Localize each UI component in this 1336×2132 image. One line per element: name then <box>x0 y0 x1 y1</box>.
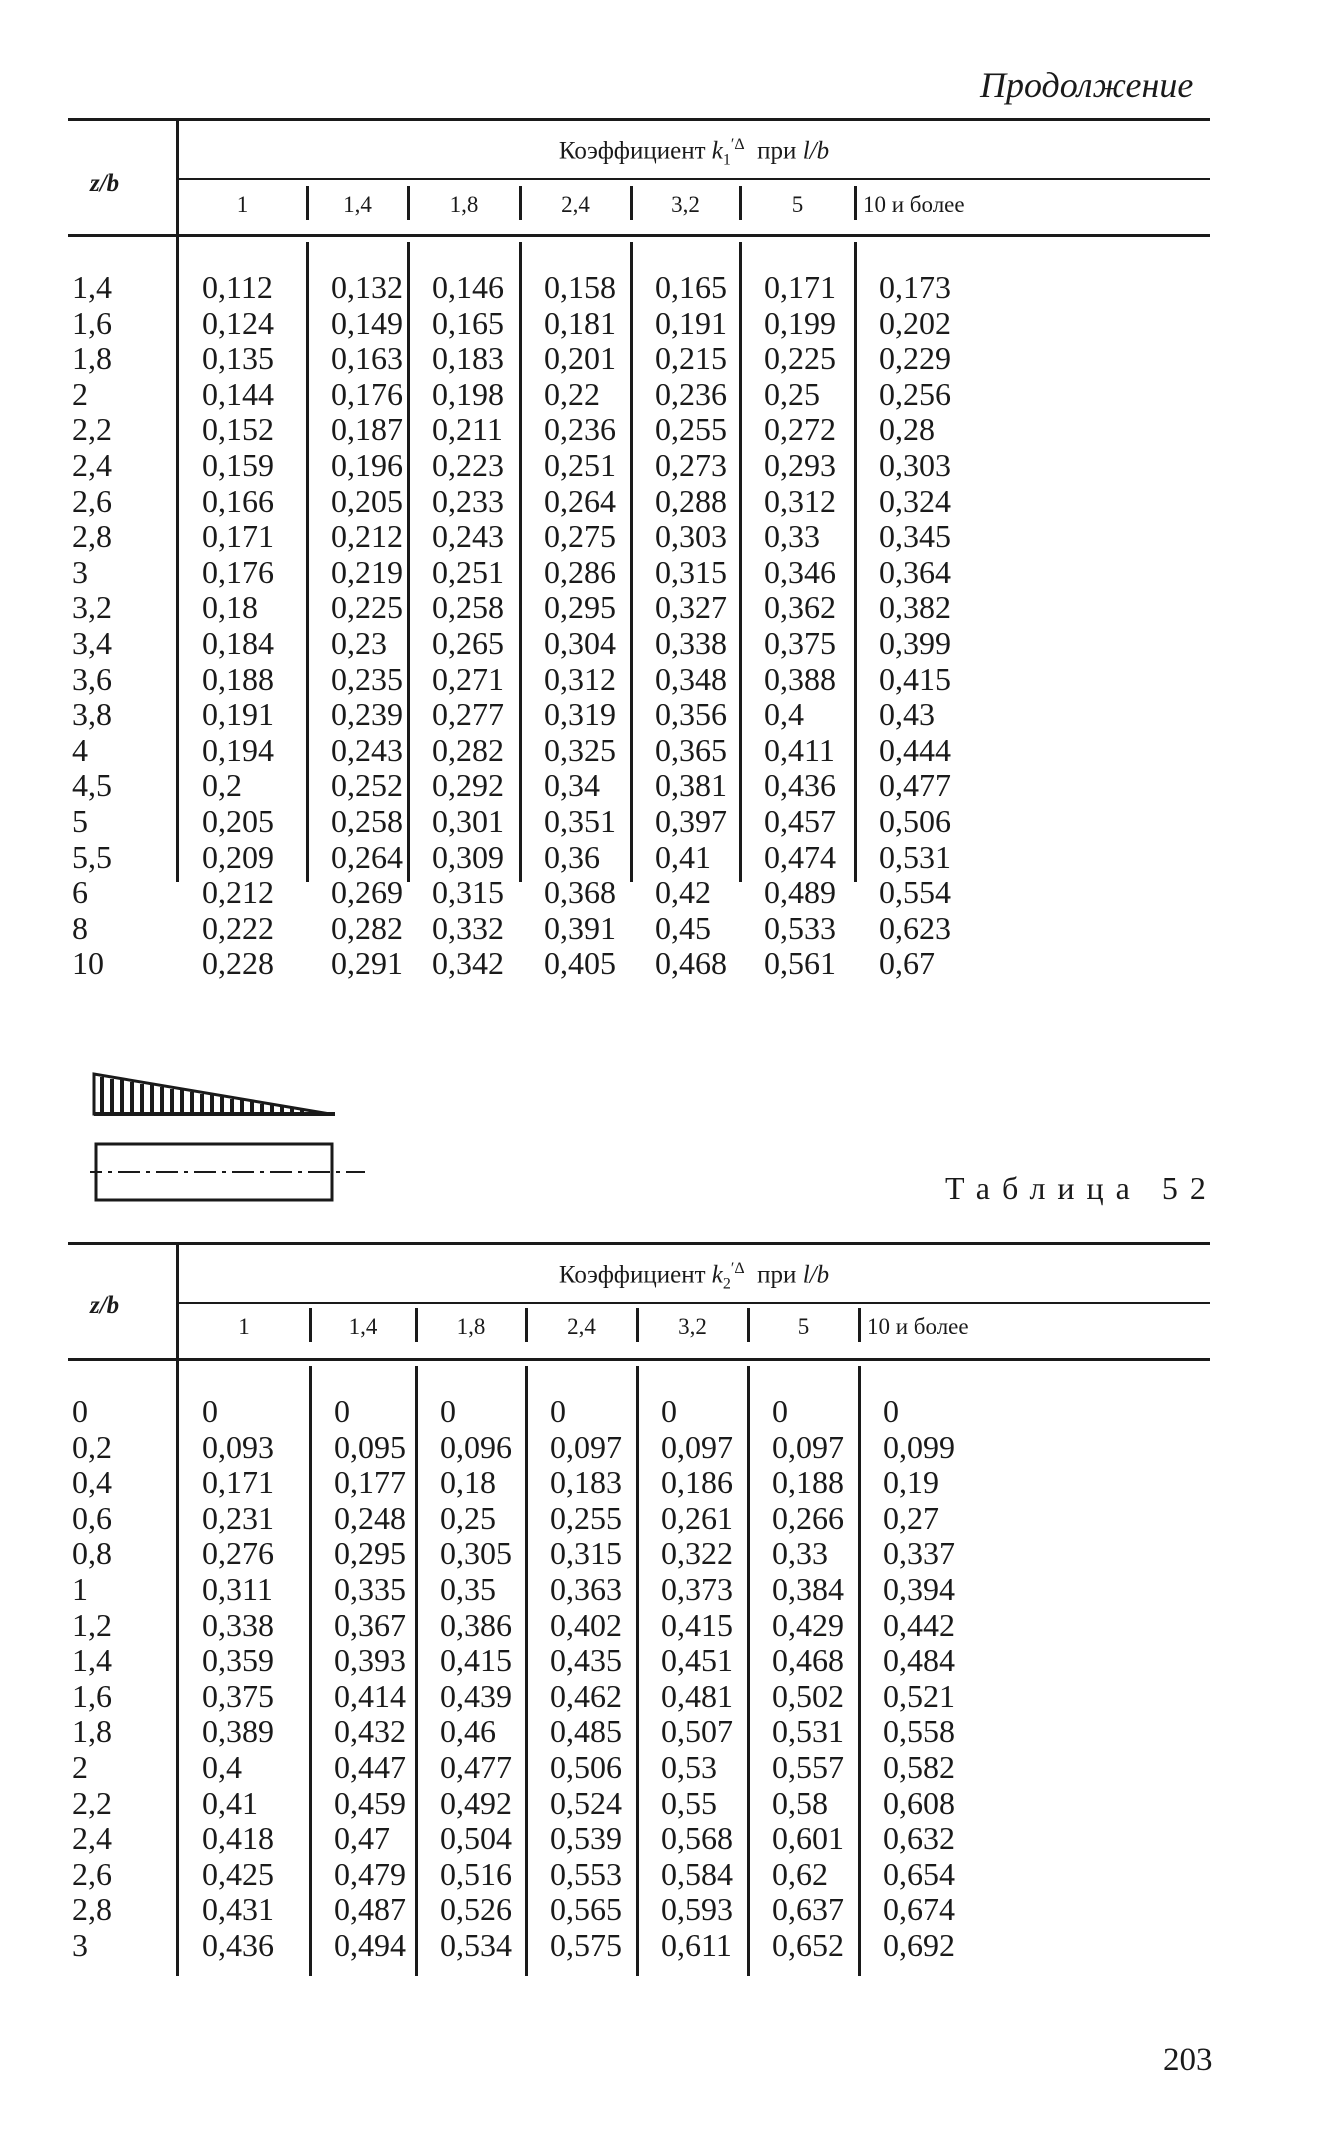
column-separator <box>309 1366 312 1976</box>
value-column: 0,158 0,181 0,201 0,22 0,236 0,251 0,264 0,275 0,286 0,295 0,304 0,312 0,319 0,325 0,34 0,351 0,36 0,368 0,391 0,405 <box>544 269 616 982</box>
ratio-header-cell: 1,8 <box>449 192 479 217</box>
column-separator <box>739 186 742 220</box>
z-values-column: 1,4 1,6 1,8 2 2,2 2,4 2,6 2,8 3 3,2 3,4 3,6 3,8 4 4,5 5 5,5 6 8 10 <box>72 269 112 982</box>
column-separator <box>858 1308 861 1342</box>
column-separator <box>630 242 633 882</box>
value-column: 0,146 0,165 0,183 0,198 0,211 0,223 0,233 0,243 0,251 0,258 0,265 0,271 0,277 0,282 0,292 0,301 0,309 0,315 0,332 0,342 <box>432 269 504 982</box>
page-number: 203 <box>1163 2042 1213 2078</box>
column-separator <box>176 118 179 882</box>
column-separator <box>747 1366 750 1976</box>
coefficient-table-k2 <box>68 1242 1210 1977</box>
coefficient-table-k1 <box>68 118 1210 1018</box>
ratio-header-cell: 3,2 <box>671 192 700 217</box>
column-separator <box>415 1308 418 1342</box>
foundation-rectangle-icon <box>90 1144 365 1200</box>
value-column: 0,112 0,124 0,135 0,144 0,152 0,159 0,166 0,171 0,176 0,18 0,184 0,188 0,191 0,194 0,2 0,205 0,209 0,212 0,222 0,228 <box>202 269 274 982</box>
ratio-header-cell: 1,4 <box>343 192 372 217</box>
column-separator <box>415 1366 418 1976</box>
zb-header: z/b <box>90 170 120 197</box>
ratio-header-cell: 1 <box>238 1314 250 1339</box>
value-column: 0 0,096 0,18 0,25 0,305 0,35 0,386 0,415 0,439 0,46 0,477 0,492 0,504 0,516 0,526 0,534 <box>440 1393 512 1963</box>
column-separator <box>519 242 522 882</box>
column-separator <box>636 1308 639 1342</box>
column-separator <box>636 1366 639 1976</box>
column-separator <box>854 186 857 220</box>
column-separator <box>739 242 742 882</box>
value-column: 0 0,097 0,188 0,266 0,33 0,384 0,429 0,468 0,502 0,531 0,557 0,58 0,601 0,62 0,637 0,652 <box>772 1393 844 1963</box>
ratio-header-cell: 10 и более <box>867 1314 969 1339</box>
column-separator <box>858 1366 861 1976</box>
value-column: 0 0,095 0,177 0,248 0,295 0,335 0,367 0,393 0,414 0,432 0,447 0,459 0,47 0,479 0,487 0,494 <box>334 1393 406 1963</box>
value-column: 0,173 0,202 0,229 0,256 0,28 0,303 0,324 0,345 0,364 0,382 0,399 0,415 0,43 0,444 0,477 0,506 0,531 0,554 0,623 0,67 <box>879 269 951 982</box>
load-diagram <box>90 1066 370 1216</box>
column-separator <box>747 1308 750 1342</box>
value-column: 0,132 0,149 0,163 0,176 0,187 0,196 0,205 0,212 0,219 0,225 0,23 0,235 0,239 0,243 0,252 0,258 0,264 0,269 0,282 0,291 <box>331 269 403 982</box>
ratio-header-cell: 1,8 <box>456 1314 486 1339</box>
column-separator <box>407 242 410 882</box>
triangular-load-icon <box>94 1074 335 1114</box>
column-separator <box>407 186 410 220</box>
value-column: 0,171 0,199 0,225 0,25 0,272 0,293 0,312 0,33 0,346 0,362 0,375 0,388 0,4 0,411 0,436 0,457 0,474 0,489 0,533 0,561 <box>764 269 836 982</box>
column-separator <box>519 186 522 220</box>
column-separator <box>309 1308 312 1342</box>
ratio-header-cell: 3,2 <box>678 1314 707 1339</box>
column-separator <box>176 1242 179 1976</box>
continuation-label: Продолжение <box>980 65 1194 105</box>
column-separator <box>306 242 309 882</box>
value-column: 0,165 0,191 0,215 0,236 0,255 0,273 0,288 0,303 0,315 0,327 0,338 0,348 0,356 0,365 0,381 0,397 0,41 0,42 0,45 0,468 <box>655 269 727 982</box>
ratio-header-cell: 1 <box>236 192 249 217</box>
ratio-header-cell: 5 <box>797 1314 810 1339</box>
ratio-header-cell: 2,4 <box>561 192 590 217</box>
z-values-column: 0 0,2 0,4 0,6 0,8 1 1,2 1,4 1,6 1,8 2 2,2 2,4 2,6 2,8 3 <box>72 1393 112 1963</box>
ratio-header-cell: 2,4 <box>567 1314 596 1339</box>
ratio-header-cell: 1,4 <box>348 1314 378 1339</box>
ratio-header-cell: 5 <box>791 192 804 217</box>
column-separator <box>854 242 857 882</box>
column-separator <box>525 1366 528 1976</box>
value-column: 0 0,097 0,186 0,261 0,322 0,373 0,415 0,451 0,481 0,507 0,53 0,55 0,568 0,584 0,593 0,611 <box>661 1393 733 1963</box>
coefficient-header: Коэффициент $k_2^{'\Delta}$ при l/b <box>558 1260 830 1293</box>
ratio-header-cell: 10 и более <box>863 192 965 217</box>
column-separator <box>525 1308 528 1342</box>
value-column: 0 0,097 0,183 0,255 0,315 0,363 0,402 0,435 0,462 0,485 0,506 0,524 0,539 0,553 0,565 0,575 <box>550 1393 622 1963</box>
value-column: 0 0,093 0,171 0,231 0,276 0,311 0,338 0,359 0,375 0,389 0,4 0,41 0,418 0,425 0,431 0,436 <box>202 1393 274 1963</box>
table-52-title: Таблица 52 <box>945 1170 1218 1206</box>
coefficient-header: Коэффициент $k_1^{'\Delta}$ при l/b <box>558 136 830 169</box>
column-separator <box>630 186 633 220</box>
zb-header: z/b <box>90 1292 120 1319</box>
column-separator <box>306 186 309 220</box>
value-column: 0 0,099 0,19 0,27 0,337 0,394 0,442 0,484 0,521 0,558 0,582 0,608 0,632 0,654 0,674 0,692 <box>883 1393 955 1963</box>
